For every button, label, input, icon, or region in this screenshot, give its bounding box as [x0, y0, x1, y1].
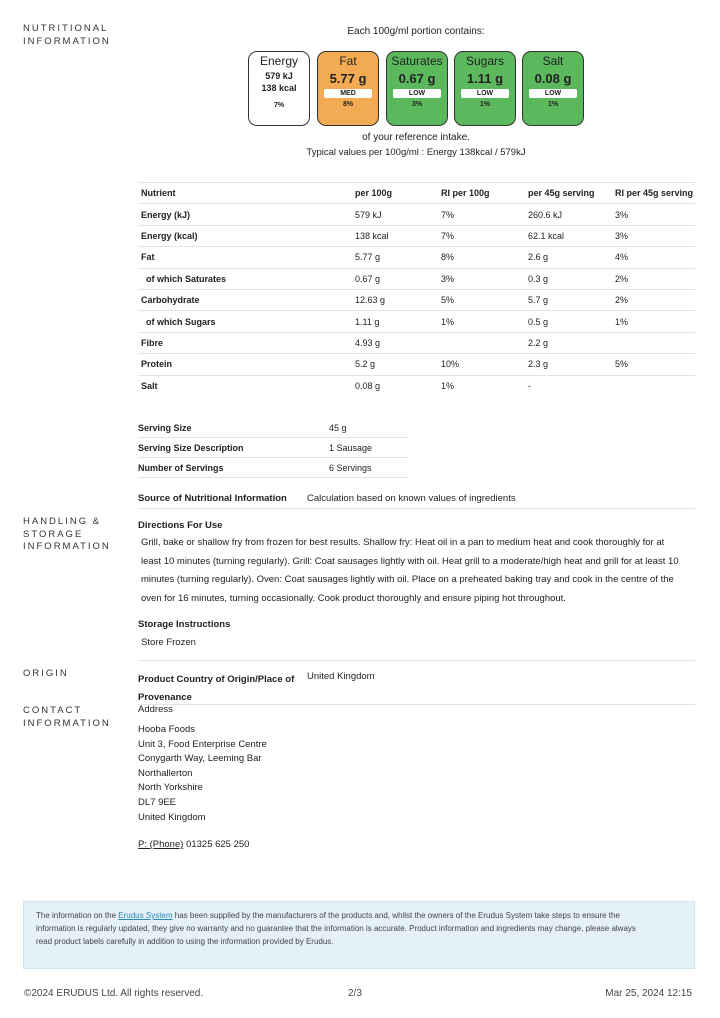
nutrient-value: 10% [438, 354, 525, 375]
nutrient-value: 138 kcal [352, 225, 438, 246]
nutrient-value: 7% [438, 225, 525, 246]
reference-intake-text: of your reference intake. [362, 132, 470, 143]
erudus-system-link[interactable]: Erudus System [118, 911, 173, 920]
nutrient-value: 3% [438, 268, 525, 289]
nutrient-name: Protein [138, 354, 352, 375]
section-label-handling-storage: HANDLING & STORAGE INFORMATION [23, 516, 111, 552]
section-label-origin: ORIGIN [23, 668, 69, 679]
origin-value: United Kingdom [307, 671, 375, 682]
nutrient-value: 5% [612, 354, 695, 375]
section-label-nutritional-information: NUTRITIONAL INFORMATION [23, 23, 111, 47]
divider [138, 508, 695, 509]
nutrient-name: Salt [138, 375, 352, 396]
footer-page-number: 2/3 [348, 988, 362, 999]
nutrient-value: 1% [438, 311, 525, 332]
nutrient-value: 2.6 g [525, 247, 612, 268]
nutrient-name: Energy (kJ) [138, 204, 352, 225]
typical-values-text: Typical values per 100g/ml : Energy 138kcal / 579kJ [306, 147, 526, 158]
nutrient-value: 1% [438, 375, 525, 396]
nutrient-value: 7% [438, 204, 525, 225]
phone-line [138, 839, 249, 850]
sugars-light: Sugars 1.11 g LOW 1% [454, 51, 516, 126]
nutrient-value: 0.08 g [352, 375, 438, 396]
column-header: RI per 100g [438, 183, 525, 204]
nutrient-value [438, 332, 525, 353]
table-row [138, 289, 695, 310]
portion-heading: Each 100g/ml portion contains: [347, 26, 485, 37]
traffic-light-labels [248, 51, 588, 129]
nutrient-value: 5.77 g [352, 247, 438, 268]
column-header: Nutrient [138, 183, 352, 204]
footer-copyright: ©2024 ERUDUS Ltd. All rights reserved. [24, 988, 204, 999]
address-block: Hooba Foods Unit 3, Food Enterprise Centre Conygarth Way, Leeming Bar Northallerton North Yorkshire DL7 9EE United Kingdom [138, 724, 267, 823]
salt-light: Salt 0.08 g LOW 1% [522, 51, 584, 126]
column-header: per 45g serving [525, 183, 612, 204]
nutrient-value: 3% [612, 225, 695, 246]
table-row [138, 204, 695, 225]
nutrient-name: Energy (kcal) [138, 225, 352, 246]
table-row [138, 332, 695, 353]
nutrient-value: 1% [612, 311, 695, 332]
nutrient-value: 4% [612, 247, 695, 268]
section-label-contact-information: CONTACT INFORMATION [23, 705, 111, 729]
table-row: Serving Size 45 g [138, 418, 408, 438]
source-value: Calculation based on known values of ingredients [307, 493, 516, 504]
table-row: Number of Servings 6 Servings [138, 458, 408, 478]
table-row [138, 311, 695, 332]
nutrient-value: 0.3 g [525, 268, 612, 289]
nutrient-name: Carbohydrate [138, 289, 352, 310]
address-label: Address [138, 704, 173, 715]
nutrient-value: 3% [612, 204, 695, 225]
table-row [138, 354, 695, 375]
phone-number[interactable]: 01325 625 250 [186, 839, 250, 850]
nutrient-value: 260.6 kJ [525, 204, 612, 225]
footer-timestamp: Mar 25, 2024 12:15 [605, 988, 692, 999]
column-header: RI per 45g serving [612, 183, 695, 204]
table-header-row [138, 183, 695, 204]
nutrient-value: 2.3 g [525, 354, 612, 375]
nutrient-value: 0.5 g [525, 311, 612, 332]
column-header: per 100g [352, 183, 438, 204]
nutrient-value: - [525, 375, 612, 396]
phone-label: P: (Phone) [138, 839, 184, 850]
nutrient-value [612, 375, 695, 396]
disclaimer-box: The information on the Erudus System has been supplied by the manufacturers of the products and, whilst the owners of the Erudus System take steps to ensure the information is regularly updated, they give no warranty and no guarantee that the information is accurate. Product information and ingredients may change, please always read product labels carefully in addition to using the information provided by Erudus. [23, 901, 695, 969]
directions-label: Directions For Use [138, 520, 223, 531]
nutrient-value: 4.93 g [352, 332, 438, 353]
nutrient-name: Fibre [138, 332, 352, 353]
saturates-light: Saturates 0.67 g LOW 3% [386, 51, 448, 126]
nutrient-value: 1.11 g [352, 311, 438, 332]
nutrient-value: 12.63 g [352, 289, 438, 310]
fat-light: Fat 5.77 g MED 8% [317, 51, 379, 126]
directions-text: Grill, bake or shallow fry from frozen for best results. Shallow fry: Heat oil in a pan to medium heat and cook thoroughly for at least 10 minutes (turning regularly). Grill: Coat sausages lightly with oil. Heat grill to a moderate/high heat and grill for at least 10 minutes (turning regularly). Oven: Coat sausages lightly with oil. Place on a preheated baking tray and cook in the centre of the oven for 16 minutes, turning occasionally. Cook product thoroughly and ensure piping hot throughout. [141, 537, 679, 604]
nutrient-value: 5.7 g [525, 289, 612, 310]
source-label: Source of Nutritional Information [138, 493, 287, 504]
serving-table [138, 418, 408, 478]
nutrient-value: 8% [438, 247, 525, 268]
nutrient-name: Fat [138, 247, 352, 268]
nutrient-value: 5.2 g [352, 354, 438, 375]
nutrient-value [612, 332, 695, 353]
table-row [138, 247, 695, 268]
energy-light: Energy 579 kJ 138 kcal 7% [248, 51, 310, 126]
nutrient-name: of which Sugars [138, 311, 352, 332]
nutrient-value: 5% [438, 289, 525, 310]
divider [138, 660, 695, 661]
nutrient-name: of which Saturates [138, 268, 352, 289]
nutrient-table [138, 182, 695, 396]
nutrient-value: 579 kJ [352, 204, 438, 225]
table-row [138, 375, 695, 396]
nutrient-value: 0.67 g [352, 268, 438, 289]
table-row [138, 268, 695, 289]
nutrient-value: 62.1 kcal [525, 225, 612, 246]
origin-label: Product Country of Origin/Place of Provenance [138, 674, 295, 703]
storage-value: Store Frozen [141, 637, 196, 648]
storage-label: Storage Instructions [138, 619, 231, 630]
nutrient-value: 2% [612, 289, 695, 310]
table-row: Serving Size Description 1 Sausage [138, 438, 408, 458]
nutrient-value: 2.2 g [525, 332, 612, 353]
nutrient-value: 2% [612, 268, 695, 289]
table-row [138, 225, 695, 246]
divider [138, 704, 695, 705]
